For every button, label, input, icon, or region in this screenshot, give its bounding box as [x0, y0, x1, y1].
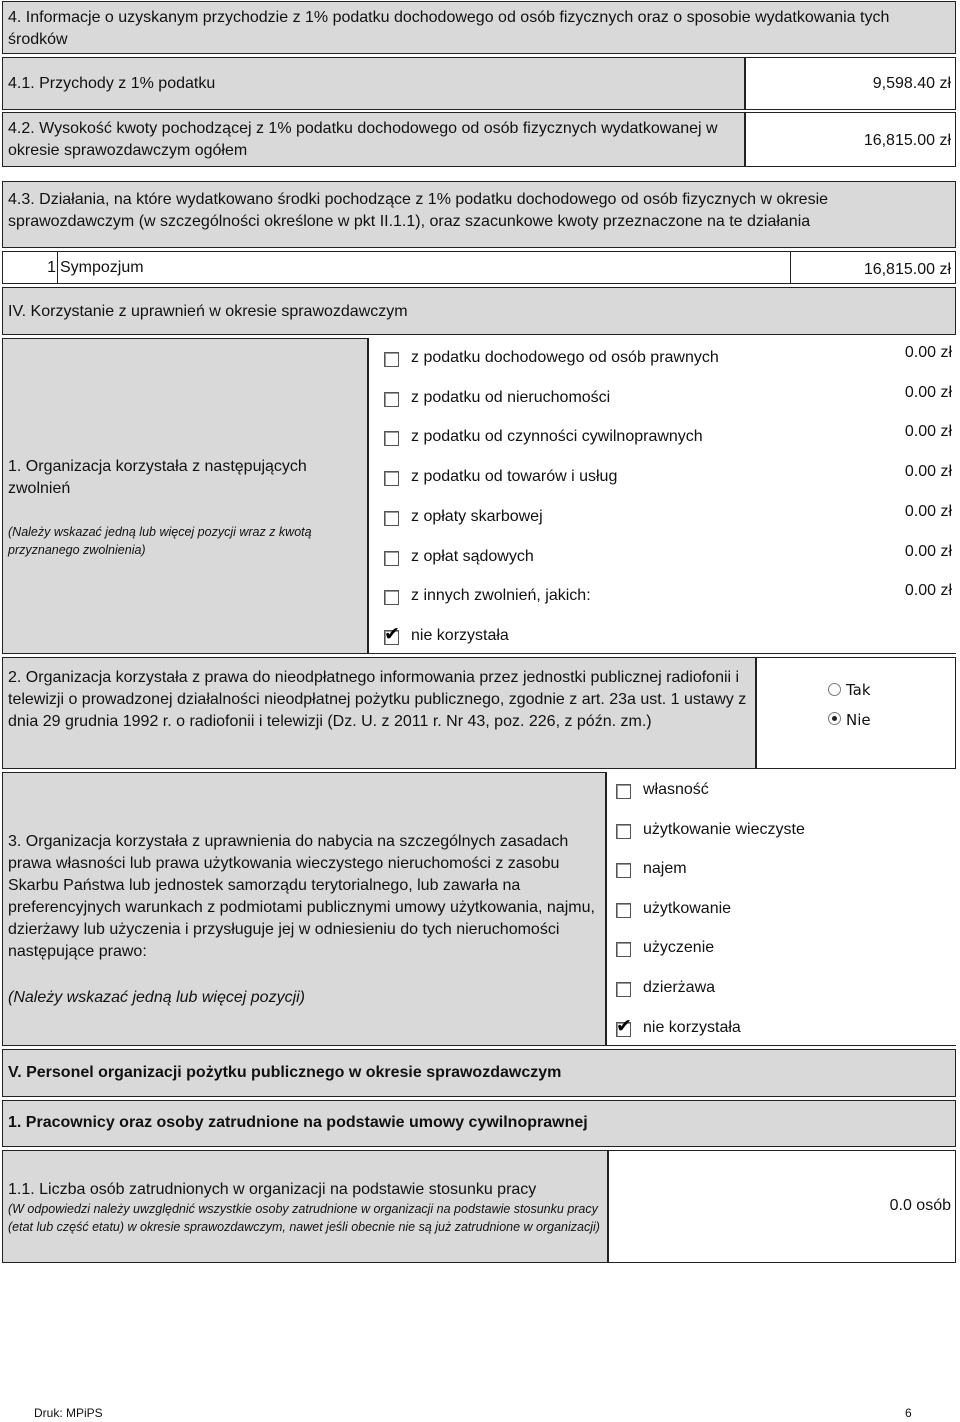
- activity-row: [2, 251, 956, 284]
- section-v-sub1: 1. Pracownicy oraz osoby zatrudnione na podstawie umowy cywilnoprawnej: [8, 1114, 588, 1131]
- q1-note: (Należy wskazać jedną lub więcej pozycji wraz z kwotą przyznanego zwolnienia): [8, 525, 312, 557]
- q1-label-box: [2, 338, 368, 654]
- q1-label: 1. Organizacja korzystała z następujących zwolnień: [8, 458, 307, 497]
- right-checkbox[interactable]: [616, 942, 631, 957]
- exemption-label: z innych zwolnień, jakich:: [411, 587, 591, 605]
- radio-selected-dot: [832, 716, 837, 721]
- row-4-3-label-box: [2, 181, 956, 248]
- row-4-2-value-box: [745, 112, 956, 167]
- row-4-2-label: 4.2. Wysokość kwoty pochodzącej z 1% podatku dochodowego od osób fizycznych wydatkowanej w okresie sprawozdawczym ogółem: [8, 120, 718, 159]
- exemption-checkbox[interactable]: [384, 352, 399, 367]
- right-label: użytkowanie wieczyste: [643, 820, 805, 838]
- section-v-sub1-box: [2, 1100, 956, 1147]
- exemption-value: 0.00 zł: [904, 502, 952, 520]
- right-checkbox[interactable]: [616, 824, 631, 839]
- q3-label-box: [2, 772, 606, 1046]
- right-checkbox[interactable]: [616, 903, 631, 918]
- radio-nie-label: Nie: [846, 711, 871, 729]
- right-label: użyczenie: [643, 939, 715, 957]
- exemption-checkbox[interactable]: [384, 431, 399, 446]
- exemption-value: 0.00 zł: [904, 344, 952, 361]
- exemption-checkbox[interactable]: [384, 622, 400, 645]
- exemption-checkbox[interactable]: [384, 511, 399, 526]
- exemption-label: z opłaty skarbowej: [411, 507, 543, 525]
- exemption-value: 0.00 zł: [904, 582, 952, 600]
- activity-name: Sympozjum: [60, 259, 144, 276]
- activity-value: 16,815.00 zł: [863, 261, 951, 278]
- right-label: użytkowanie: [643, 899, 732, 917]
- exemption-checkbox[interactable]: [384, 471, 399, 486]
- exemption-label: nie korzystała: [411, 626, 509, 644]
- exemption-value: 0.00 zł: [904, 463, 952, 481]
- row-4-1-value-box: [745, 57, 956, 110]
- q2-options-box: [756, 657, 956, 769]
- row-4-2-value: 16,815.00 zł: [863, 132, 951, 149]
- row-1-1-label: 1.1. Liczba osób zatrudnionych w organizacji na podstawie stosunku pracy: [8, 1181, 537, 1198]
- check-mark-icon: ✔: [384, 622, 400, 645]
- q3-label: 3. Organizacja korzystała z uprawnienia do nabycia na szczególnych zasadach prawa własności lub prawa użytkowania wieczystego nieruchomości z zasobu Skarbu Państwa lub jednostek samorządu terytorialnego, lub zawarła na preferencyjnych warunkach z podmiotami publicznymi umowy użytkowania, najmu, dzierżawy lub użyczenia i przysługuje jej w odniesieniu do tych nieruchomości następujące prawo:: [8, 833, 595, 960]
- exemption-checkbox[interactable]: [384, 392, 399, 407]
- radio-tak[interactable]: [828, 683, 841, 696]
- right-checkbox[interactable]: [616, 784, 631, 799]
- section-iv-heading-box: [2, 287, 956, 335]
- exemption-value: 0.00 zł: [904, 542, 952, 560]
- section-iv-heading: IV. Korzystanie z uprawnień w okresie sprawozdawczym: [8, 303, 408, 320]
- row-1-1-note: (W odpowiedzi należy uwzględnić wszystkie osoby zatrudnione w organizacji na podstawie stosunku pracy (etat lub część etatu) w okresie sprawozdawczym, nawet jeśli obecnie nie są już zatrudnione w organizacji): [8, 1202, 600, 1234]
- exemption-checkbox[interactable]: [384, 551, 399, 566]
- row-4-1-value: 9,598.40 zł: [872, 75, 951, 92]
- right-label: własność: [643, 781, 709, 798]
- print-label: Druk: MPiPS: [34, 1406, 103, 1420]
- section-v-heading-box: [2, 1049, 956, 1097]
- right-checkbox[interactable]: [616, 982, 631, 997]
- q3-note: (Należy wskazać jedną lub więcej pozycji): [8, 989, 306, 1006]
- section-4-heading: 4. Informacje o uzyskanym przychodzie z 1% podatku dochodowego od osób fizycznych oraz o sposobie wydatkowania tych środków: [8, 9, 890, 48]
- check-mark-icon: ✔: [616, 1014, 632, 1037]
- right-label: najem: [643, 860, 687, 878]
- exemption-value: 0.00 zł: [904, 383, 952, 401]
- radio-tak-label: Tak: [846, 681, 871, 699]
- right-label: nie korzystała: [643, 1018, 741, 1036]
- row-4-1-label: 4.1. Przychody z 1% podatku: [8, 75, 216, 92]
- section-4-heading-box: [2, 1, 956, 54]
- row-4-1-label-box: [2, 57, 745, 110]
- right-checkbox[interactable]: [616, 1014, 632, 1037]
- exemption-label: z podatku od towarów i usług: [411, 468, 618, 486]
- exemption-label: z podatku od nieruchomości: [411, 388, 611, 406]
- section-v-heading: V. Personel organizacji pożytku publicznego w okresie sprawozdawczym: [8, 1064, 562, 1081]
- page-number: 6: [905, 1406, 912, 1420]
- right-label: dzierżawa: [643, 979, 716, 996]
- exemption-checkbox[interactable]: [384, 590, 399, 605]
- row-4-3-label: 4.3. Działania, na które wydatkowano środki pochodzące z 1% podatku dochodowego od osób fizycznych w okresie sprawozdawczym (w szczególności określone w pkt II.1.1), oraz szacunkowe kwoty przeznaczone na te działania: [8, 191, 829, 230]
- q2-label: 2. Organizacja korzystała z prawa do nieodpłatnego informowania przez jednostki publicznej radiofonii i telewizji o prowadzonej działalności nieodpłatnej pożytku publicznego, zgodnie z art. 23a ust. 1 ustawy z dnia 29 grudnia 1992 r. o radiofonii i telewizji (Dz. U. z 2011 r. Nr 43, poz. 226, z późn. zm.): [8, 669, 747, 730]
- exemption-value: 0.00 zł: [904, 423, 952, 441]
- radio-nie[interactable]: [828, 712, 841, 725]
- row-1-1-label-box: [2, 1150, 608, 1263]
- row-1-1-value-box: [608, 1150, 956, 1263]
- q2-label-box: [2, 657, 756, 769]
- row-1-1-value: 0.0 osób: [889, 1197, 951, 1214]
- exemption-label: z podatku dochodowego od osób prawnych: [411, 349, 719, 366]
- activity-number: 1: [47, 259, 56, 276]
- row-4-2-label-box: [2, 112, 745, 167]
- exemption-label: z podatku od czynności cywilnoprawnych: [411, 428, 703, 446]
- right-checkbox[interactable]: [616, 863, 631, 878]
- exemption-label: z opłat sądowych: [411, 547, 534, 565]
